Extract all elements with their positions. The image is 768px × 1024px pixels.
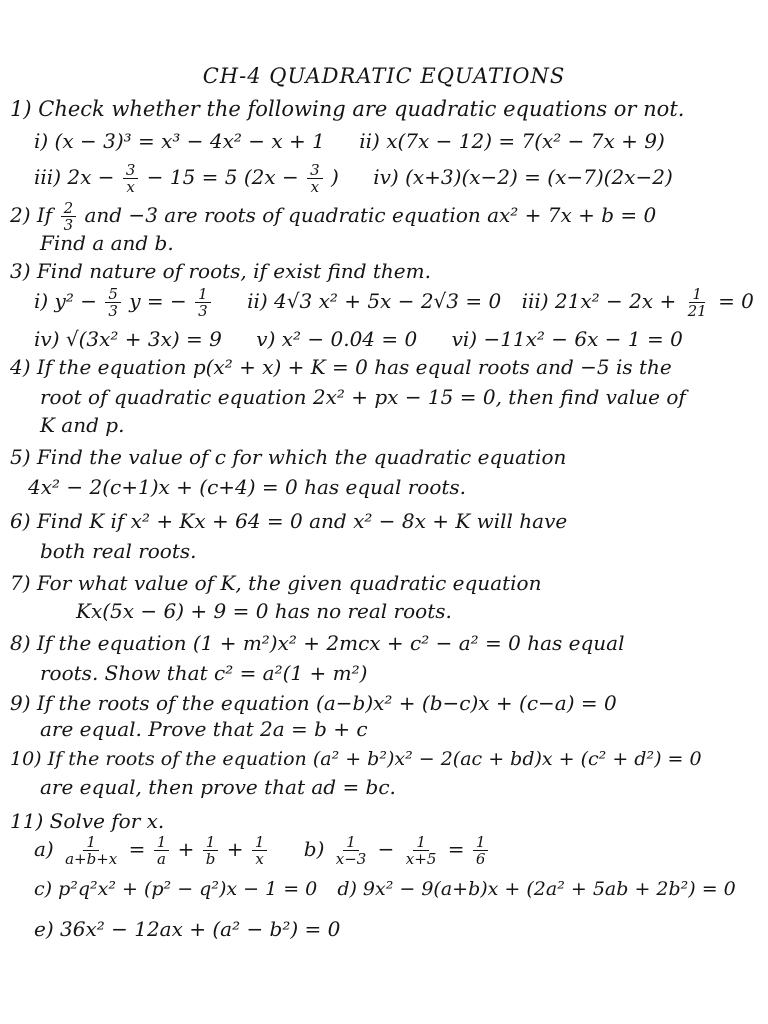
question-11: 11) Solve for x. xyxy=(10,809,165,833)
part-ii: ii) 4√3 x² + 5x − 2√3 = 0 xyxy=(247,289,502,313)
question-4: 4) If the equation p(x² + x) + K = 0 has equal roots and −5 is the xyxy=(10,355,672,379)
question-11-parts-cd xyxy=(34,876,736,902)
question-3-parts-row1: i) y² − $\frac{5}{3}$ y = − $\frac{1}{3}$ ii) 4√3 x² + 5x − 2√3 = 0 iii) 21x² − 2x + $\frac{1}{21}$ = 0 xyxy=(34,285,754,320)
fraction: $\frac{1}{x+5}$ xyxy=(405,833,437,868)
question-1-parts-row2: iii) 2x − $\frac{3}{x}$ − 15 = 5 (2x − $\frac{3}{x}$ ) iv) (x+3)(x−2) = (x−7)(2x−2) xyxy=(34,161,673,196)
question-8: 8) If the equation (1 + m²)x² + 2mcx + c² − a² = 0 has equal xyxy=(10,631,625,655)
question-9: 9) If the roots of the equation (a−b)x² + (b−c)x + (c−a) = 0 xyxy=(10,691,617,715)
question-10: 10) If the roots of the equation (a² + b²)x² − 2(ac + bd)x + (c² + d²) = 0 xyxy=(10,748,702,770)
question-number: 4) xyxy=(10,355,31,379)
question-6: 6) Find K if x² + Kx + 64 = 0 and x² − 8x + K will have xyxy=(10,509,568,533)
question-1 xyxy=(10,96,684,122)
question-7-line2: Kx(5x − 6) + 9 = 0 has no real roots. xyxy=(76,599,452,623)
question-8-line2: roots. Show that c² = a²(1 + m²) xyxy=(40,661,368,685)
question-number: 1) xyxy=(10,97,32,121)
fraction: $\frac{3}{x}$ xyxy=(307,162,323,195)
fraction: $\frac{1}{3}$ xyxy=(195,286,211,319)
fraction: $\frac{3}{x}$ xyxy=(123,162,139,195)
question-number: 2) xyxy=(10,203,31,227)
question-number: 11) xyxy=(10,809,44,833)
question-3 xyxy=(10,258,431,284)
fraction: $\frac{1}{a+b+x}$ xyxy=(65,833,118,868)
part-iv: iv) (x+3)(x−2) = (x−7)(2x−2) xyxy=(373,165,673,189)
question-5-line2: 4x² − 2(c+1)x + (c+4) = 0 has equal roots. xyxy=(28,475,467,499)
question-4-line2: root of quadratic equation 2x² + px − 15 = 0, then find value of xyxy=(40,385,686,409)
part-iv: iv) √(3x² + 3x) = 9 xyxy=(34,327,222,351)
fraction: $\frac{1}{b}$ xyxy=(203,834,219,867)
part-i: i) (x − 3)³ = x³ − 4x² − x + 1 xyxy=(34,129,325,153)
fraction: $\frac{1}{x}$ xyxy=(252,834,268,867)
question-7: 7) For what value of K, the given quadratic equation xyxy=(10,571,542,595)
question-1-parts-row1 xyxy=(34,128,665,154)
fraction: $\frac{1}{6}$ xyxy=(473,834,489,867)
part-vi: vi) −11x² − 6x − 1 = 0 xyxy=(451,327,683,351)
question-text: Check whether the following are quadratic equations or not. xyxy=(38,97,685,121)
question-11-part-e: e) 36x² − 12ax + (a² − b²) = 0 xyxy=(34,917,341,941)
question-number: 8) xyxy=(10,631,31,655)
question-11-parts-ab: a) $\frac{1}{a+b+x}$ = $\frac{1}{a}$ + $\frac{1}{b}$ + $\frac{1}{x}$ b) $\frac{1}{x-3}$ − $\frac{1}{x+5}$ = $\frac{1}{6}$ xyxy=(34,834,490,867)
question-number: 9) xyxy=(10,691,31,715)
question-number: 6) xyxy=(10,509,31,533)
question-text: Find nature of roots, if exist find them. xyxy=(36,259,431,283)
fraction: $\frac{1}{21}$ xyxy=(687,285,707,320)
fraction: $\frac{1}{a}$ xyxy=(154,834,170,867)
question-3-parts-row2 xyxy=(34,326,683,352)
question-number: 5) xyxy=(10,445,31,469)
part-v: v) x² − 0.04 = 0 xyxy=(256,327,418,351)
fraction: $\frac{5}{3}$ xyxy=(105,286,121,319)
question-6-line2: both real roots. xyxy=(40,539,197,563)
question-2-line2: Find a and b. xyxy=(40,231,174,255)
question-4-line3: K and p. xyxy=(40,413,125,437)
question-10-line2: are equal, then prove that ad = bc. xyxy=(40,775,396,799)
question-number: 3) xyxy=(10,259,31,283)
question-5: 5) Find the value of c for which the quadratic equation xyxy=(10,445,567,469)
fraction: $\frac{1}{x-3}$ xyxy=(335,833,367,868)
part-iii-middle: − 15 = 5 (2x − xyxy=(146,165,299,189)
question-number: 10) xyxy=(10,748,42,770)
question-number: 7) xyxy=(10,571,31,595)
question-2: 2) If $\frac{2}{3}$ and −3 are roots of quadratic equation ax² + 7x + b = 0 xyxy=(10,199,657,234)
part-iii-prefix: iii) 2x − xyxy=(34,165,115,189)
page-title: CH-4 QUADRATIC EQUATIONS xyxy=(202,64,566,88)
part-ii: ii) x(7x − 12) = 7(x² − 7x + 9) xyxy=(359,129,665,153)
part-c: c) p²q²x² + (p² − q²)x − 1 = 0 xyxy=(34,878,318,900)
fraction: $\frac{2}{3}$ xyxy=(61,200,77,233)
part-d: d) 9x² − 9(a+b)x + (2a² + 5ab + 2b²) = 0 xyxy=(337,878,736,900)
question-9-line2: are equal. Prove that 2a = b + c xyxy=(40,717,368,741)
